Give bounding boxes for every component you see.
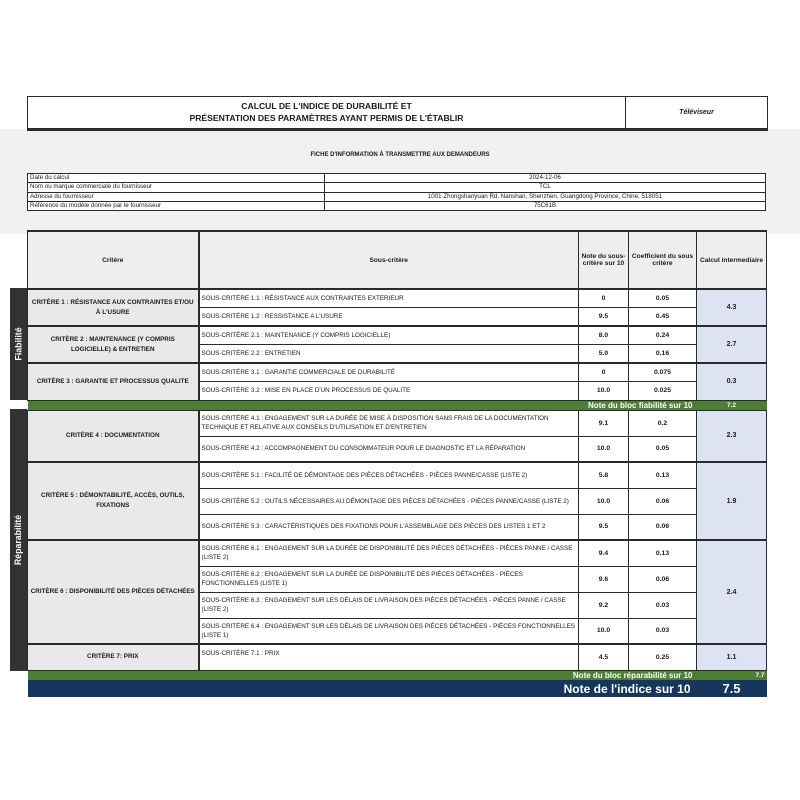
fiabilite-total-value: 7.2: [697, 400, 767, 410]
document-title: [28, 97, 626, 128]
table-row: [28, 410, 767, 436]
criterion-calc: 2.3: [697, 410, 767, 462]
subcriterion-label: SOUS-CRITÈRE 6.3 : ENGAGEMENT SUR LES DÉLAIS DE LIVRAISON DES PIÈCES DÉTACHÉES - PIÈCES PANNE / CASSE (LISTE 2): [199, 592, 579, 618]
subcriterion-coef: 0.24: [629, 326, 697, 345]
criterion-name: CRITÈRE 2 : MAINTENANCE (Y COMPRIS LOGICIELLE) & ENTRETIEN: [28, 326, 199, 363]
product-type: Téléviseur: [679, 109, 714, 116]
subcriterion-label: SOUS-CRITÈRE 6.4 : ENGAGEMENT SUR LES DÉLAIS DE LIVRAISON DES PIÈCES DÉTACHÉES - PIÈCES FONCTIONNELLES (LISTE 1): [199, 618, 579, 644]
subcriterion-coef: 0.16: [629, 345, 697, 364]
subcriterion-coef: 0.075: [629, 363, 697, 382]
side-label-text: Fiabilité: [13, 327, 24, 361]
subcriterion-label: SOUS-CRITÈRE 4.1 : ENGAGEMENT SUR LA DURÉE DE MISE À DISPOSITION SANS FRAIS DE LA DOCUMENTATION TECHNIQUE ET RELATIVE AUX CONSEILS D'UTILISATION ET D'ENTRETIEN: [199, 410, 579, 436]
criteria-table: [27, 230, 767, 697]
subcriterion-note: 10.0: [579, 436, 629, 462]
subcriterion-label: SOUS-CRITÈRE 3.2 : MISE EN PLACE D'UN PROCESSUS DE QUALITE: [199, 382, 579, 401]
table-row: [28, 644, 767, 670]
subcriterion-label: SOUS-CRITÈRE 5.3 : CARACTÉRISTIQUES DES FIXATIONS POUR L'ASSEMBLAGE DES PIÈCES DES LISTES 1 ET 2: [199, 514, 579, 540]
subcriterion-note: 9.2: [579, 592, 629, 618]
col-header-sous-critere: Sous-critère: [199, 231, 579, 289]
final-score-label: Note de l'indice sur 10: [28, 680, 697, 697]
info-key: Date du calcul: [28, 174, 325, 183]
criterion-name: CRITÈRE 5 : DÉMONTABILITÉ, ACCÈS, OUTILS, FIXATIONS: [28, 462, 199, 540]
info-value: 1001 Zhongshanyuan Rd, Nanshan, Shenzhen, Guangdong Province, Chine, 518051: [325, 192, 766, 201]
subcriterion-note: 0: [579, 289, 629, 308]
info-value: 75C61B: [325, 201, 766, 210]
subcriterion-note: 4.5: [579, 644, 629, 670]
subcriterion-note: 10.0: [579, 618, 629, 644]
subcriterion-label: SOUS-CRITÈRE 1.2 : RESSISTANCE A L'USURE: [199, 308, 579, 327]
fiabilite-total-row: [28, 400, 767, 410]
fiabilite-total-label: Note du bloc fiabilité sur 10: [28, 400, 697, 410]
reparabilite-total-label: Note du bloc réparabilité sur 10: [28, 670, 697, 680]
subcriterion-label: SOUS-CRITÈRE 6.1 : ENGAGEMENT SUR LA DURÉE DE DISPONIBILITÉ DES PIÈCES DÉTACHÉES - PIÈCES PANNE / CASSE (LISTE 2): [199, 540, 579, 566]
criterion-calc: 4.3: [697, 289, 767, 326]
final-score-value: 7.5: [697, 680, 767, 697]
info-row: [28, 201, 766, 210]
title-line-1: CALCUL DE L'INDICE DE DURABILITÉ ET: [241, 101, 412, 111]
col-header-critere: Critère: [28, 231, 199, 289]
table-row: [28, 363, 767, 382]
subcriterion-label: SOUS-CRITÈRE 7.1 : PRIX: [199, 644, 579, 670]
subcriterion-coef: 0.05: [629, 289, 697, 308]
subcriterion-note: 9.4: [579, 540, 629, 566]
subcriterion-coef: 0.025: [629, 382, 697, 401]
reparabilite-total-row: [28, 670, 767, 680]
subcriterion-label: SOUS-CRITÈRE 2.1 : MAINTENANCE (Y COMPRIS LOGICIELLE): [199, 326, 579, 345]
subcriterion-label: SOUS-CRITÈRE 6.2 : ENGAGEMENT SUR LA DURÉE DE DISPONIBILITÉ DES PIÈCES DÉTACHÉES - PIÈCES FONCTIONNELLES (LISTE 1): [199, 566, 579, 592]
subcriterion-coef: 0.03: [629, 618, 697, 644]
criterion-name: CRITÈRE 6 : DISPONIBILITÉ DES PIÈCES DÉTACHÉES: [28, 540, 199, 644]
criterion-calc: 2.4: [697, 540, 767, 644]
subcriterion-coef: 0.25: [629, 644, 697, 670]
subcriterion-label: SOUS-CRITÈRE 5.1 : FACILITÉ DE DÉMONTAGE DES PIÈCES DÉTACHÉES - PIÈCES PANNE/CASSE (LISTE 2): [199, 462, 579, 488]
criterion-name: CRITÈRE 3 : GARANTIE ET PROCESSUS QUALITE: [28, 363, 199, 400]
info-key: Adresse du fournisseur: [28, 192, 325, 201]
final-score-row: [28, 680, 767, 697]
subcriterion-note: 9.5: [579, 308, 629, 327]
info-row: [28, 183, 766, 192]
criterion-name: CRITÈRE 4 : DOCUMENTATION: [28, 410, 199, 462]
subcriterion-coef: 0.03: [629, 592, 697, 618]
subcriterion-coef: 0.45: [629, 308, 697, 327]
info-value: TCL: [325, 183, 766, 192]
fiche-title: FICHE D'INFORMATION À TRANSMETTRE AUX DEMANDEURS: [310, 152, 490, 158]
document-header: [27, 96, 768, 131]
subcriterion-label: SOUS-CRITÈRE 1.1 : RÉSISTANCE AUX CONTRAINTES EXTERIEUR: [199, 289, 579, 308]
col-header-calc: Calcul intermediaire: [697, 231, 767, 289]
criterion-calc: 1.9: [697, 462, 767, 540]
subcriterion-note: 9.1: [579, 410, 629, 436]
subcriterion-label: SOUS-CRITÈRE 5.2 : OUTILS NÉCESSAIRES AU DÉMONTAGE DES PIÈCES DÉTACHÉES - PIÈCES PANNE/CASSE (LISTE 2): [199, 488, 579, 514]
subcriterion-note: 5.0: [579, 345, 629, 364]
reparabilite-total-value: 7.7: [697, 670, 767, 680]
criterion-calc: 0.3: [697, 363, 767, 400]
subcriterion-note: 0: [579, 363, 629, 382]
info-key: Nom ou marque commerciale du fournisseur: [28, 183, 325, 192]
table-row: [28, 289, 767, 308]
info-row: [28, 174, 766, 183]
info-value: 2024-12-06: [325, 174, 766, 183]
subcriterion-note: 8.0: [579, 326, 629, 345]
col-header-note: Note du sous-critère sur 10: [579, 231, 629, 289]
subcriterion-coef: 0.06: [629, 488, 697, 514]
subcriterion-note: 10.0: [579, 488, 629, 514]
side-label-fiabilite: [10, 288, 27, 400]
info-key: Référence du modèle donnée par le fournisseur: [28, 201, 325, 210]
table-row: [28, 540, 767, 566]
side-label-reparabilite: [10, 409, 27, 671]
criterion-calc: 2.7: [697, 326, 767, 363]
criterion-calc: 1.1: [697, 644, 767, 670]
subcriterion-coef: 0.2: [629, 410, 697, 436]
side-label-text: Réparabilité: [13, 514, 24, 566]
subcriterion-coef: 0.06: [629, 566, 697, 592]
table-row: [28, 462, 767, 488]
subcriterion-note: 9.5: [579, 514, 629, 540]
info-row: [28, 192, 766, 201]
subcriterion-coef: 0.06: [629, 514, 697, 540]
title-line-2: PRÉSENTATION DES PARAMÈTRES AYANT PERMIS DE L'ÉTABLIR: [189, 113, 464, 123]
subcriterion-note: 5.8: [579, 462, 629, 488]
info-table: [27, 173, 766, 211]
subcriterion-coef: 0.13: [629, 540, 697, 566]
subcriterion-coef: 0.13: [629, 462, 697, 488]
criterion-name: CRITÈRE 7: PRIX: [28, 644, 199, 670]
subcriterion-label: SOUS-CRITÈRE 2.2 : ENTRETIEN: [199, 345, 579, 364]
subcriterion-note: 10.0: [579, 382, 629, 401]
subcriterion-label: SOUS-CRITÈRE 3.1 : GARANTIE COMMERCIALE DE DURABILITÉ: [199, 363, 579, 382]
table-row: [28, 326, 767, 345]
criterion-name: CRITÈRE 1 : RÉSISTANCE AUX CONTRAINTES ET/OU À L'USURE: [28, 289, 199, 326]
subcriterion-label: SOUS-CRITÈRE 4.2 : ACCOMPAGNEMENT DU CONSOMMATEUR POUR LE DIAGNOSTIC ET LA RÉPARATION: [199, 436, 579, 462]
col-header-coef: Coefficient du sous critère: [629, 231, 697, 289]
table-header-row: [28, 231, 767, 289]
subcriterion-note: 9.6: [579, 566, 629, 592]
subcriterion-coef: 0.05: [629, 436, 697, 462]
